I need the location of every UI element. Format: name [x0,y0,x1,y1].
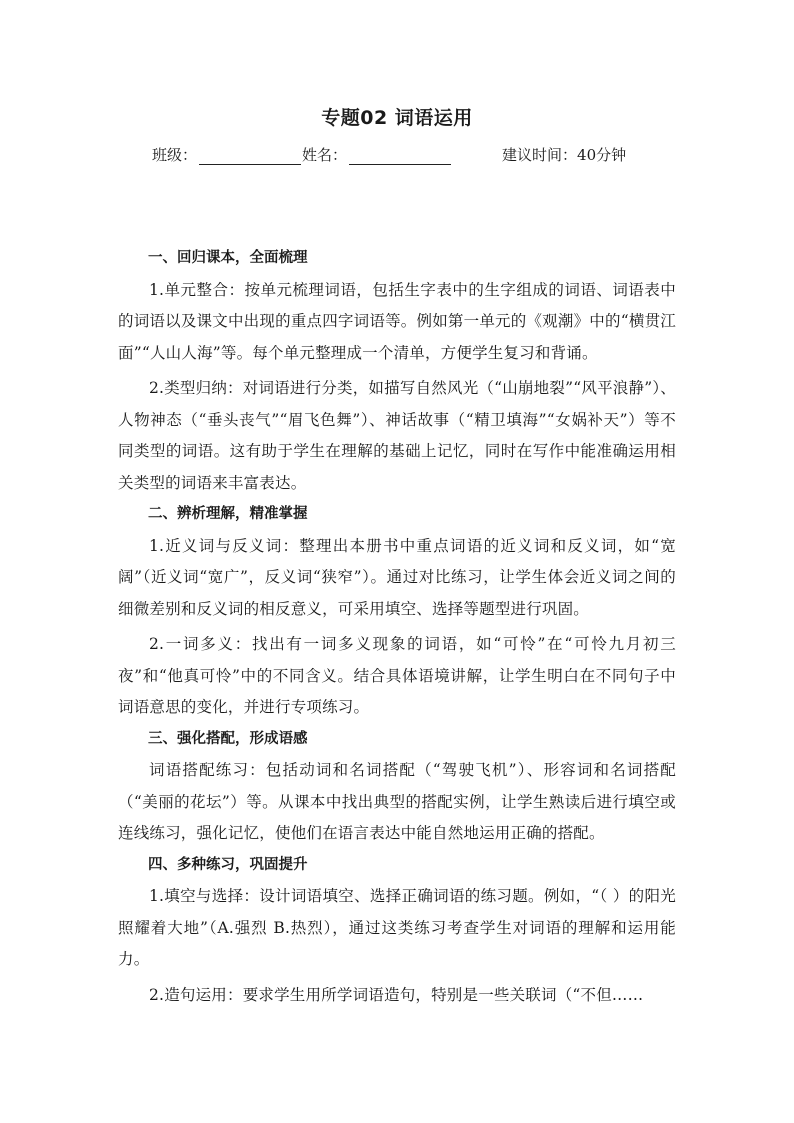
section-heading: 二、辨析理解，精准掌握 [148,506,308,522]
section-heading: 一、回归课本，全面梳理 [148,250,308,266]
paragraph: 词语搭配练习：包括动词和名词搭配（“驾驶飞机”）、形容词和名词搭配（“美丽的花坛”）等。从课本中找出典型的搭配实例，让学生熟读后进行填空或连线练习，强化记忆，使他们在语言表达中能自然地运用正确的搭配。 [118,761,676,842]
paragraph: 2.类型归纳：对词语进行分类，如描写自然风光（“山崩地裂”“风平浪静”）、人物神态（“垂头丧气”“眉飞色舞”）、神话故事（“精卫填海”“女娲补天”）等不同类型的词语。这有助于学生在理解的基础上记忆，同时在写作中能准确运用相关类型的词语来丰富表达。 [118,379,676,492]
class-blank [199,148,301,165]
student-info-line [152,145,626,165]
suggested-time: 建议时间：40分钟 [502,146,627,164]
section-1 [118,243,676,499]
paragraph: 2.造句运用：要求学生用所学词语造句，特别是一些关联词（“不但…… [149,985,644,1004]
name-blank [349,148,451,165]
section-heading: 三、强化搭配，形成语感 [148,730,308,747]
section-3 [118,724,676,850]
paragraph: 1.近义词与反义词：整理出本册书中重点词语的近义词和反义词，如“宽阔”（近义词“宽广”，反义词“狭窄”）。通过对比练习，让学生体会近义词之间的细微差别和反义词的相反意义，可采用填空、选择等题型进行巩固。 [118,536,676,618]
class-label: 班级： [152,146,198,164]
name-label: 姓名： [302,146,348,164]
paragraph: 2.一词多义：找出有一词多义现象的词语，如“可怜”在“可怜九月初三夜”和“他真可怜”中的不同含义。结合具体语境讲解，让学生明白在不同句子中词语意思的变化，并进行专项练习。 [118,635,676,716]
paragraph: 1.单元整合：按单元梳理词语，包括生字表中的生字组成的词语、词语表中的词语以及课文中出现的重点四字词语等。例如第一单元的《观潮》中的“横贯江面”“人山人海”等。每个单元整理成一个清单，方便学生复习和背诵。 [118,280,676,362]
paragraph: 1.填空与选择：设计词语填空、选择正确词语的练习题。例如，“（ ）的阳光照耀着大地”（A.强烈 B.热烈），通过这类练习考查学生对词语的理解和运用能力。 [118,887,676,968]
section-4 [118,850,676,1012]
document-body [118,243,676,1011]
document-title: 专题02 词语运用 [321,107,473,129]
section-heading: 四、多种练习，巩固提升 [148,856,308,873]
section-2 [118,499,676,724]
